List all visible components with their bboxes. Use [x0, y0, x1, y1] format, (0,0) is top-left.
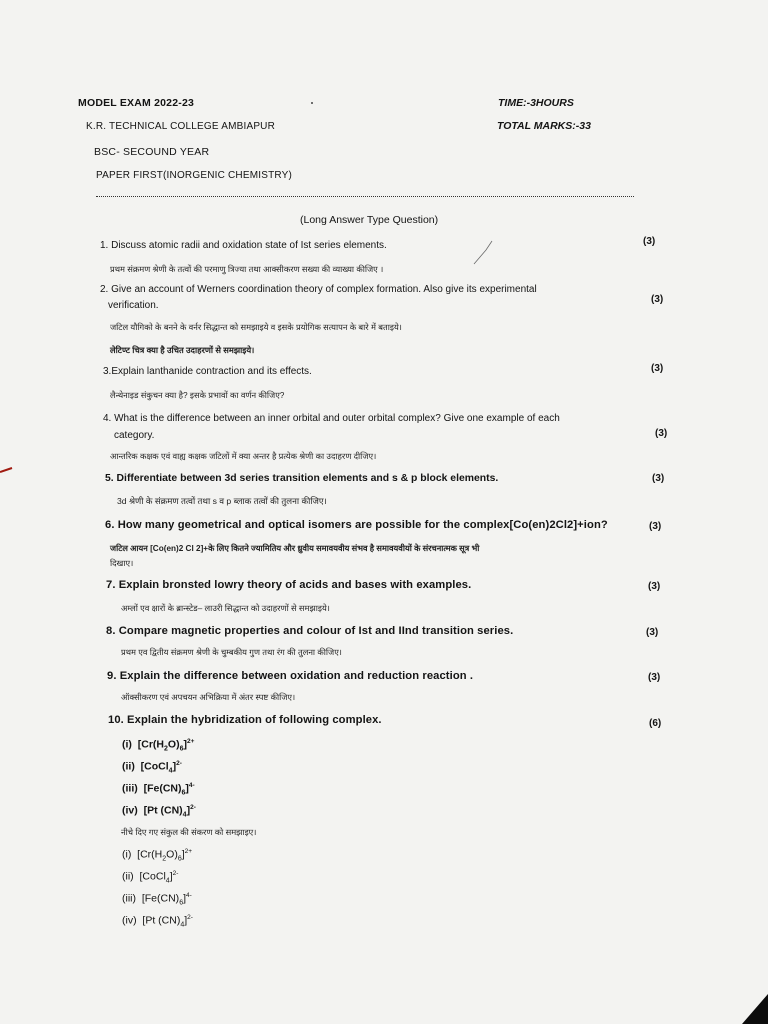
- year-label: BSC- SECOUND YEAR: [94, 146, 210, 158]
- speck: [311, 102, 313, 104]
- part-3-repeat: (iii) $[Fe(CN)_6]^{4-}$: [122, 892, 192, 907]
- section-title: (Long Answer Type Question): [300, 214, 439, 226]
- marks-4: (3): [655, 428, 668, 439]
- marks-9: (3): [648, 672, 661, 683]
- total-marks-label: TOTAL MARKS:-33: [497, 120, 591, 132]
- marks-2: (3): [651, 294, 664, 305]
- question-9: 9. Explain the difference between oxidation and reduction reaction .: [107, 670, 474, 682]
- paper-label: PAPER FIRST(INORGENIC CHEMISTRY): [96, 170, 293, 181]
- question-7: 7. Explain bronsted lowry theory of acids and bases with examples.: [106, 579, 472, 591]
- marks-6: (3): [649, 521, 662, 532]
- pen-mark: [470, 238, 500, 268]
- question-1-hindi: प्रथम संक्रमण श्रेणी के तत्वों की परमाणु त्रिज्या तथा आक्सीकरण सख्या की व्याख्या कीजिए ।: [110, 264, 384, 274]
- question-3: 3.Explain lanthanide contraction and its effects.: [103, 366, 312, 377]
- part-4-repeat: (iv) [Pt $(CN)_4]^{2-}$: [122, 914, 193, 929]
- question-5-hindi: 3d श्रेणी के संक्रमण तत्वों तथा s व p ब्लाक तत्वों की तुलना कीजिए।: [117, 496, 327, 506]
- question-2-cont: verification.: [108, 300, 159, 311]
- question-3-hindi: लैन्थेनाइड संकुचन क्या है? इसके प्रभावों का वर्णन कीजिए?: [110, 390, 285, 400]
- question-2-hindi-2: लेटिण्ट चित्र क्या है उचित उदाहरणों से समझाइये।: [110, 345, 255, 355]
- divider: [96, 196, 634, 197]
- part-3: (iii) $[Fe(CN)_6]^{4-}$: [122, 782, 195, 797]
- marks-8: (3): [646, 627, 659, 638]
- question-9-hindi: ऑक्सीकरण एवं अपचयन अभिक्रिया में अंतर स्पष्ट कीजिए।: [121, 692, 296, 702]
- exam-title: MODEL EXAM 2022-23: [78, 97, 195, 109]
- question-8-hindi: प्रथम एव द्वितीय संक्रमण श्रेणी के चुम्बकीय गुण तथा रंग की तुलना कीजिए।: [121, 647, 342, 657]
- marks-5: (3): [652, 473, 665, 484]
- page-corner-shadow: [728, 984, 768, 1024]
- question-6-hindi-2: दिखाए।: [110, 558, 134, 568]
- question-6-hindi: जटिल आयन [Co(en)2 Cl 2]+के लिए कितने ज्यामितिय और ध्रुवीय समावयवीय संभव है समावयवीयों के संरचनात्मक सूत्र भी: [110, 544, 480, 553]
- question-8: 8. Compare magnetic properties and colour of Ist and IInd transition series.: [106, 625, 514, 637]
- question-4-hindi: आन्तरिक कक्षक एवं वाह्य कक्षक जटिलों में क्या अन्तर है प्रत्येक श्रेणी का उदाहरण दीजिए।: [110, 451, 377, 461]
- margin-mark: [0, 466, 16, 474]
- marks-1: (3): [643, 236, 656, 247]
- college-name: K.R. TECHNICAL COLLEGE AMBIAPUR: [86, 121, 276, 132]
- question-2-hindi: जटिल यौगिको के बनने के वर्नर सिद्धान्त को समझाइये व इसके प्रयोगिक सत्यापन के बारे में बताइये।: [110, 322, 402, 332]
- part-1-repeat: (i) $[Cr(H_2O)_6]^{2+}$: [122, 848, 193, 863]
- marks-3: (3): [651, 363, 664, 374]
- marks-7: (3): [648, 581, 661, 592]
- question-10: 10. Explain the hybridization of following complex.: [108, 714, 382, 726]
- question-10-hindi: नीचे दिए गए संकुल की संकरण को समझाइए।: [121, 827, 257, 837]
- part-1: (i) $[Cr(H_2O)_6]^{2+}$: [122, 738, 195, 753]
- question-2: 2. Give an account of Werners coordination theory of complex formation. Also give its experimental: [100, 284, 537, 295]
- question-7-hindi: अम्लों एव क्षारों के ब्रान्स्टेड– लाउरी सिद्धान्त को उदाहरणों से समझाइये।: [121, 603, 330, 613]
- question-5: 5. Differentiate between 3d series transition elements and s & p block elements.: [105, 473, 499, 484]
- question-1: 1. Discuss atomic radii and oxidation state of Ist series elements.: [100, 240, 387, 251]
- marks-10: (6): [649, 718, 662, 729]
- question-4: 4. What is the difference between an inner orbital and outer orbital complex? Give one example of each: [103, 413, 560, 424]
- part-2-repeat: (ii) [CoCl$_4$]$^{2-}$: [122, 870, 179, 885]
- question-4-cont: category.: [114, 430, 155, 441]
- question-6: 6. How many geometrical and optical isomers are possible for the complex[Co(en)2Cl2]+ion?: [105, 519, 608, 531]
- part-2: (ii) [CoCl$_4$]$^{2-}$: [122, 760, 182, 775]
- part-4: (iv) [Pt $(CN)_4]^{2-}$: [122, 804, 196, 819]
- time-label: TIME:-3HOURS: [498, 97, 574, 109]
